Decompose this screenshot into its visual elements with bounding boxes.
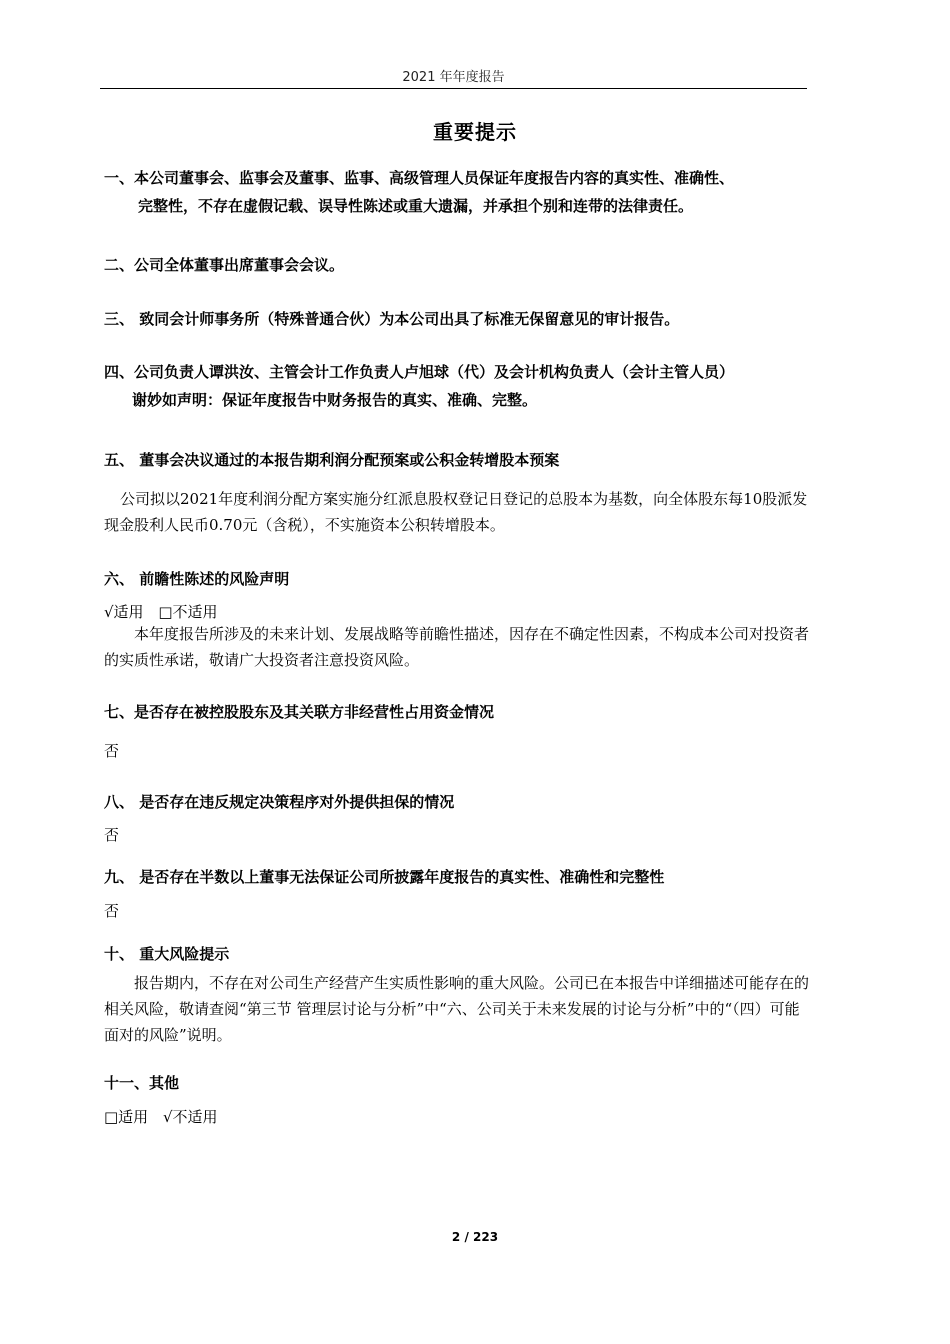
item-11-checks [104,1106,228,1127]
item-1 [104,164,816,220]
item-7-heading: 七、是否存在被控股股东及其关联方非经营性占用资金情况 [104,703,495,721]
item-8-answer: 否 [104,826,120,844]
item-4-line2: 谢妙如声明：保证年度报告中财务报告的真实、准确、完整。 [132,391,538,409]
item-3-line1: 三、 致同会计师事务所（特殊普通合伙）为本公司出具了标准无保留意见的审计报告。 [104,310,680,328]
item-2 [104,251,816,279]
item-5-body: 公司拟以2021年度利润分配方案实施分红派息股权登记日登记的总股本为基数，向全体股东每10股派发现金股利人民币0.70元（含税），不实施资本公积转增股本。 [104,490,808,534]
item-6-checks [104,601,228,622]
item-8-heading: 八、 是否存在违反规定决策程序对外提供担保的情况 [104,793,455,811]
item-6-heading: 六、 前瞻性陈述的风险声明 [104,570,290,588]
header-rule [100,88,807,89]
item-6-body: 本年度报告所涉及的未来计划、发展战略等前瞻性描述，因存在不确定性因素，不构成本公司对投资者的实质性承诺，敬请广大投资者注意投资风险。 [104,625,810,669]
item-11-applicable: □适用 [104,1108,149,1126]
item-2-line1: 二、公司全体董事出席董事会会议。 [104,256,345,274]
item-4-line1: 四、公司负责人谭洪汝、主管会计工作负责人卢旭球（代）及会计机构负责人（会计主管人员） [104,363,735,381]
item-1-line2: 完整性，不存在虚假记载、误导性陈述或重大遗漏，并承担个别和连带的法律责任。 [138,197,694,215]
item-5-heading: 五、 董事会决议通过的本报告期利润分配预案或公积金转增股本预案 [104,451,560,469]
item-4 [104,358,816,414]
item-9-answer: 否 [104,902,120,920]
item-9-heading: 九、 是否存在半数以上董事无法保证公司所披露年度报告的真实性、准确性和完整性 [104,868,665,886]
item-11-not-applicable: √不适用 [162,1108,218,1126]
item-6-applicable: √适用 [104,603,144,621]
page-number: 2 / 223 [451,1230,499,1244]
item-1-line1: 一、本公司董事会、监事会及董事、监事、高级管理人员保证年度报告内容的真实性、准确性、 [104,169,735,187]
item-6-not-applicable: □不适用 [158,603,218,621]
item-3 [104,305,816,333]
item-7-answer: 否 [104,742,120,760]
page-header: 2021 年年度报告 [402,70,505,85]
item-10-heading: 十、 重大风险提示 [104,945,230,963]
page-title: 重要提示 [433,120,517,144]
item-11-heading: 十一、其他 [104,1074,180,1092]
item-10-body: 报告期内，不存在对公司生产经营产生实质性影响的重大风险。公司已在本报告中详细描述可能存在的相关风险，敬请查阅“第三节 管理层讨论与分析”中“六、公司关于未来发展的讨论与分析”中的“（四）可能面对的风险”说明。 [104,974,810,1044]
